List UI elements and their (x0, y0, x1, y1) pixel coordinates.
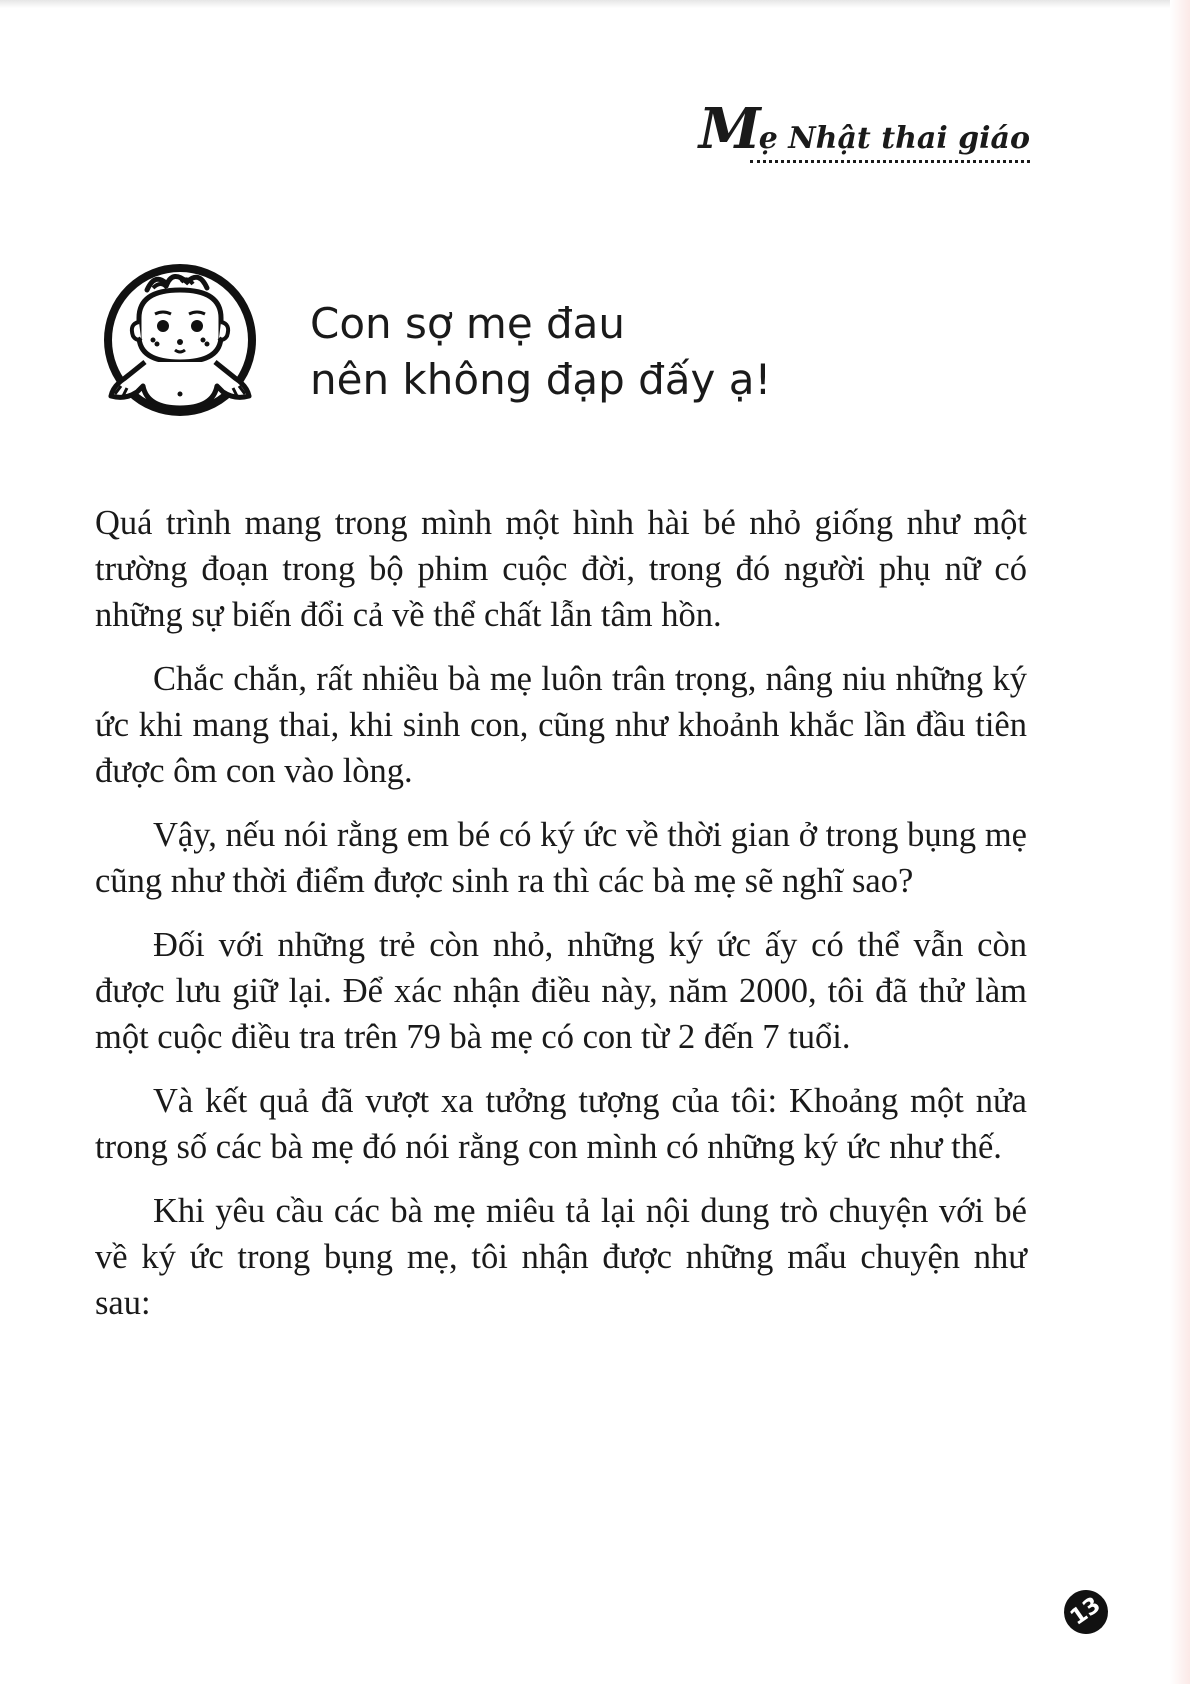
paragraph-3: Vậy, nếu nói rằng em bé có ký ức về thời gian ở trong bụng mẹ cũng như thời điểm được sinh ra thì các bà mẹ sẽ nghĩ sao? (95, 816, 1027, 900)
body-text (95, 500, 1027, 1344)
book-title-initial: M (698, 96, 759, 162)
baby-icon (95, 258, 265, 428)
section-title-line-2: nên không đạp đấy ạ! (310, 355, 772, 404)
section-title (310, 296, 771, 408)
section-title-line-1: Con sợ mẹ đau (310, 299, 626, 348)
page-edge-right (1170, 0, 1190, 1684)
running-header (699, 96, 1030, 162)
book-title-rest: ẹ Nhật thai giáo (758, 121, 1030, 156)
page-edge-top (0, 0, 1190, 8)
paragraph-5: Và kết quả đã vượt xa tưởng tượng của tôi: Khoảng một nửa trong số các bà mẹ đó nói rằng con mình có những ký ức như thế. (95, 1082, 1027, 1166)
paragraph-2: Chắc chắn, rất nhiều bà mẹ luôn trân trọng, nâng niu những ký ức khi mang thai, khi sinh con, cũng như khoảnh khắc lần đầu tiên được ôm con vào lòng. (95, 660, 1027, 790)
paragraph-4: Đối với những trẻ còn nhỏ, những ký ức ấy có thể vẫn còn được lưu giữ lại. Để xác nhận điều này, năm 2000, tôi đã thử làm một cuộc điều tra trên 79 bà mẹ có con từ 2 đến 7 tuổi. (95, 926, 1027, 1056)
page-number-badge: 13 (1055, 1581, 1116, 1642)
paragraph-1: Quá trình mang trong mình một hình hài bé nhỏ giống như một trường đoạn trong bộ phim cuộc đời, trong đó người phụ nữ có những sự biến đổi cả về thể chất lẫn tâm hồn. (95, 504, 1027, 634)
paragraph-6: Khi yêu cầu các bà mẹ miêu tả lại nội dung trò chuyện với bé về ký ức trong bụng mẹ, tôi nhận được những mẩu chuyện như sau: (95, 1192, 1027, 1322)
header-dotted-rule (750, 160, 1030, 163)
